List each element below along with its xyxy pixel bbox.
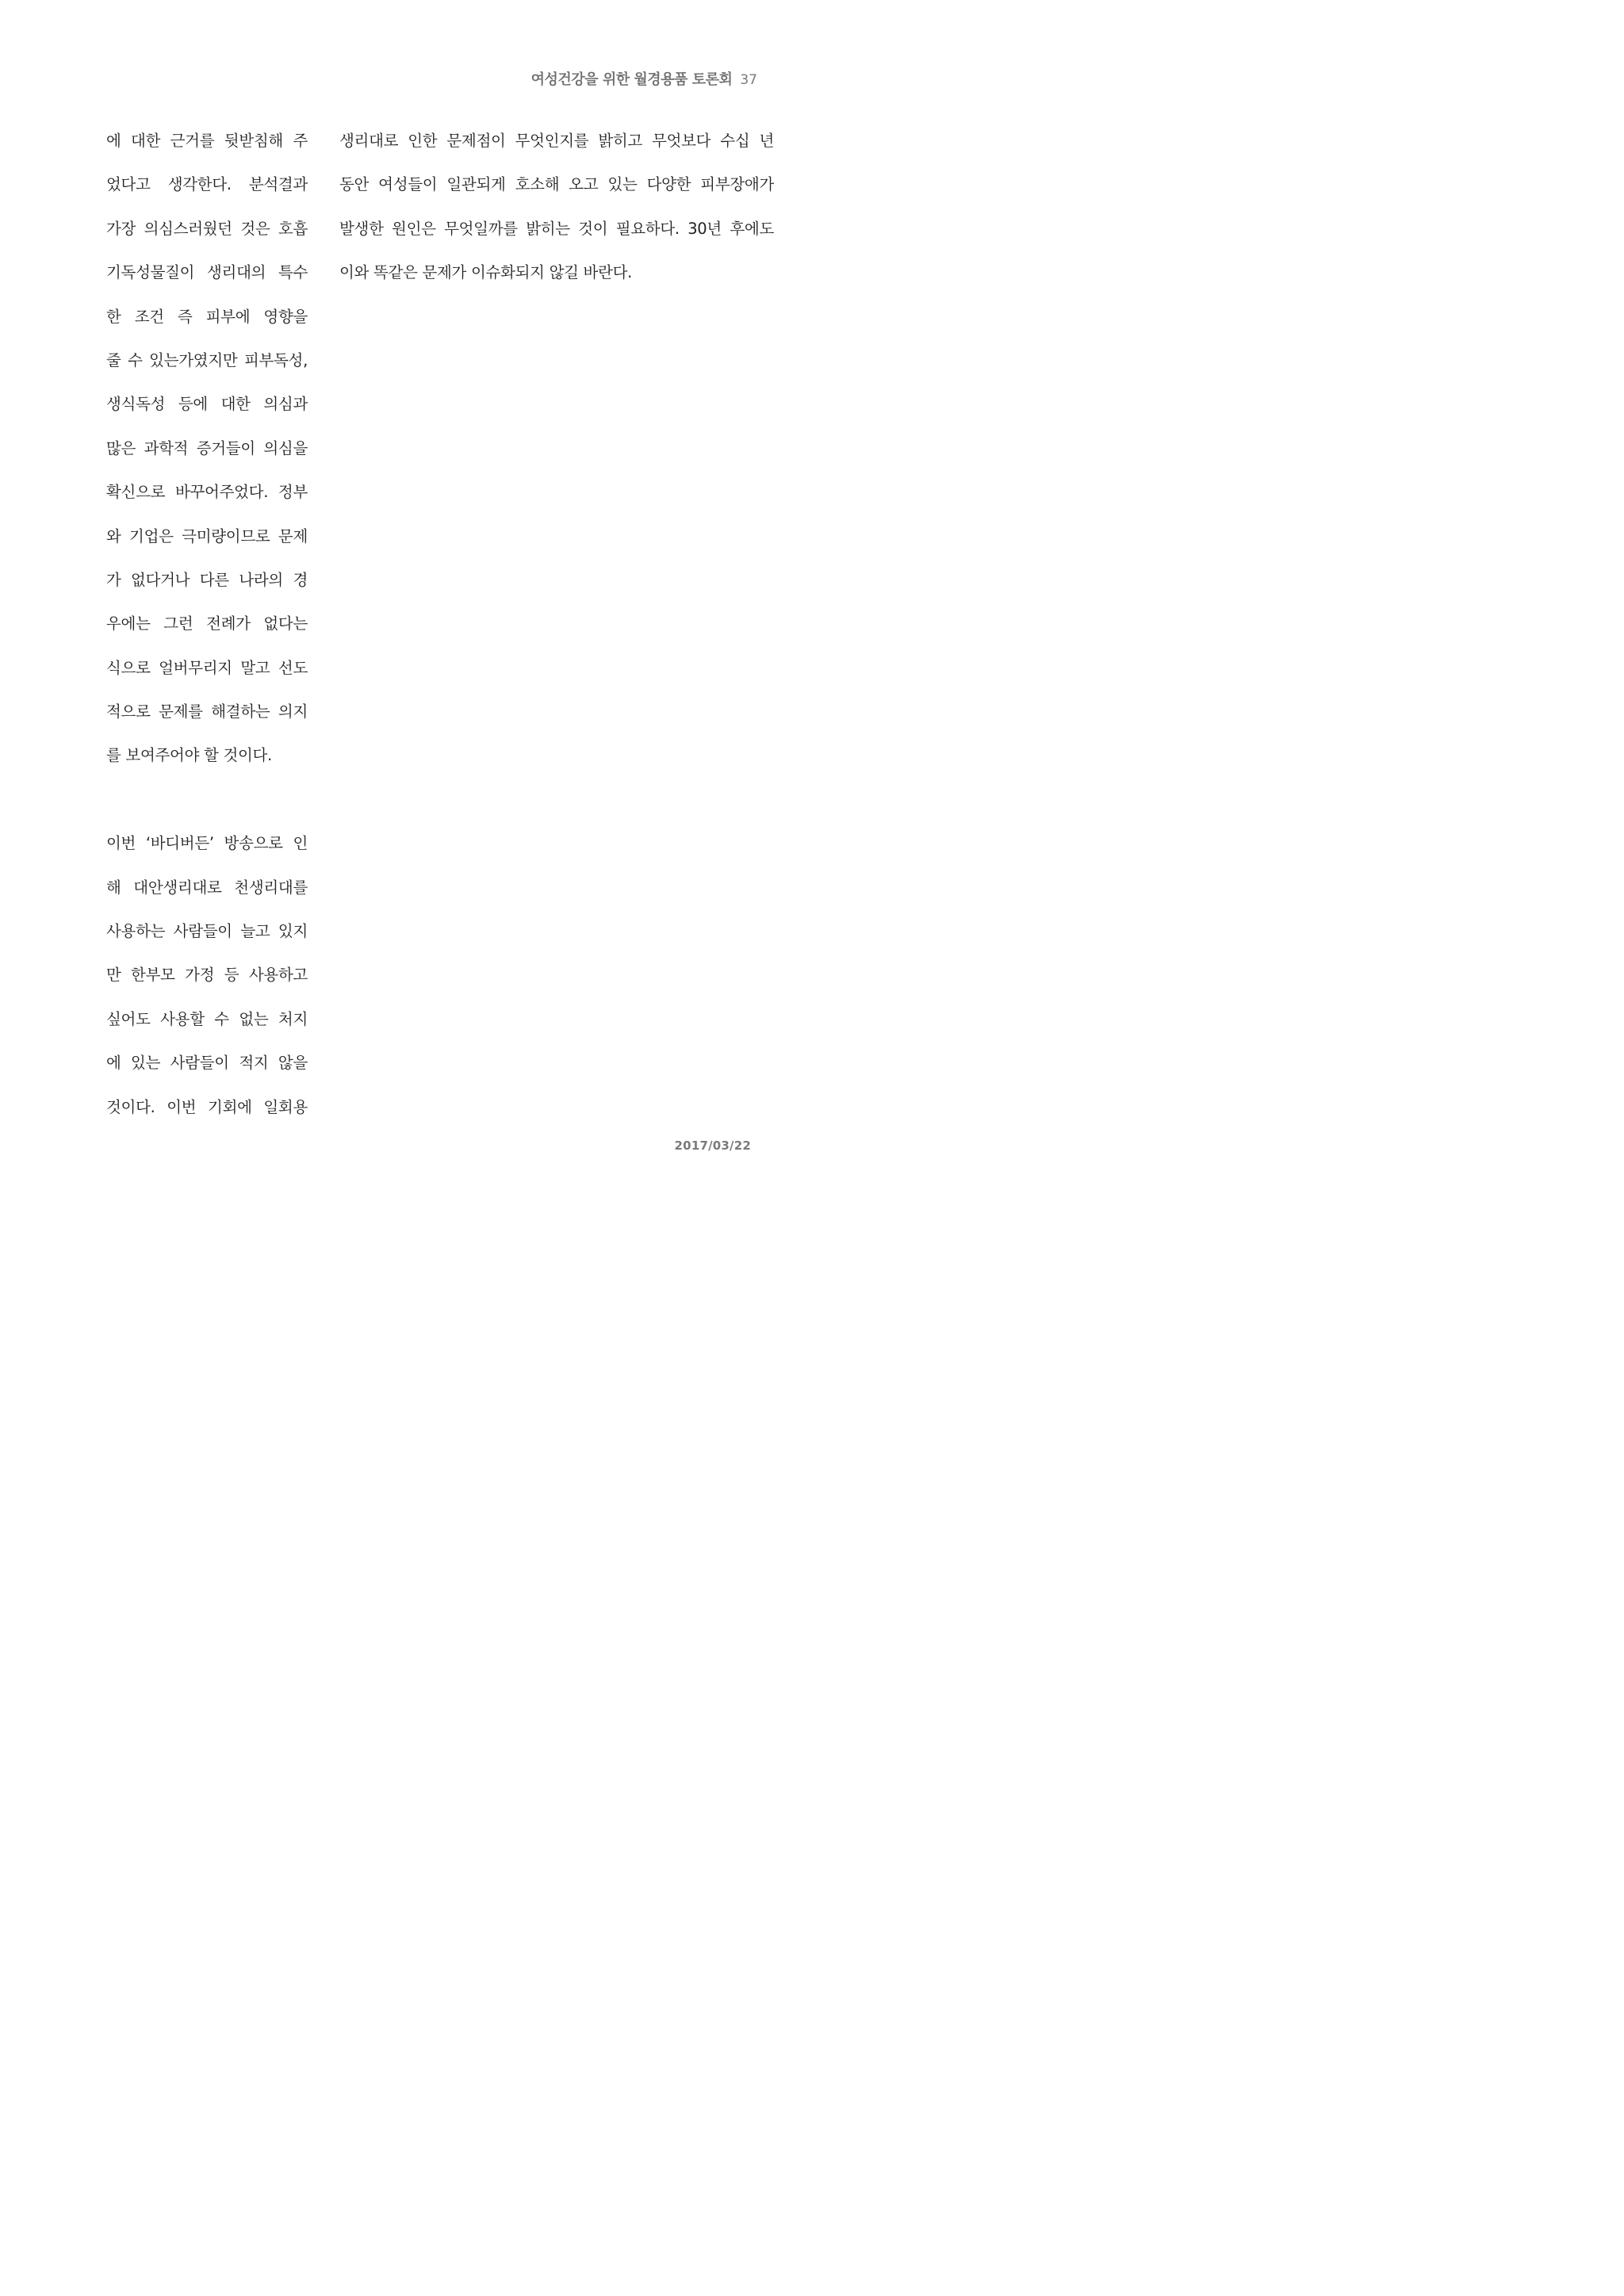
text-line: 이와 똑같은 문제가 이슈화되지 않길 바란다.	[339, 263, 633, 282]
header-title: 여성건강을 위한 월경용품 토론회	[530, 71, 733, 88]
text-line: 를 보여주어야 할 것이다.	[106, 746, 272, 765]
left-column	[106, 125, 308, 1135]
text-line: 것이다. 이번 기회에 일회용	[106, 1097, 308, 1116]
text-line: 생리대로 인한 문제점이 무엇인지를 밝히고 무엇보다 수십 년	[339, 132, 774, 150]
text-line: 많은 과학적 증거들이 의심을	[106, 438, 308, 457]
text-line: 적으로 문제를 해결하는 의지	[106, 702, 308, 721]
text-line: 에 있는 사람들이 적지 않을	[106, 1054, 308, 1073]
paragraph-gap	[106, 784, 308, 828]
text-line: 줄 수 있는가였지만 피부독성,	[106, 350, 308, 369]
text-line: 만 한부모 가정 등 사용하고	[106, 966, 308, 985]
text-line: 한 조건 즉 피부에 영향을	[106, 307, 308, 326]
text-line: 가 없다거나 다른 나라의 경	[106, 570, 308, 589]
text-line: 가장 의심스러웠던 것은 호흡	[106, 219, 308, 238]
text-line: 발생한 원인은 무엇일까를 밝히는 것이 필요하다. 30년 후에도	[339, 219, 774, 238]
left-paragraph-1	[106, 125, 308, 784]
text-line: 에 대한 근거를 뒷받침해 주	[106, 132, 308, 150]
page-header	[531, 68, 757, 89]
left-paragraph-2	[106, 828, 308, 1135]
text-line: 해 대안생리대로 천생리대를	[106, 878, 308, 897]
text-line: 사용하는 사람들이 늘고 있지	[106, 922, 308, 941]
text-line: 싶어도 사용할 수 없는 처지	[106, 1009, 308, 1028]
footer-date: 2017/03/22	[674, 1138, 751, 1153]
text-line: 확신으로 바꾸어주었다. 정부	[106, 483, 308, 502]
right-column	[339, 125, 774, 301]
right-paragraph-1	[339, 125, 774, 301]
page-number: 37	[740, 72, 757, 88]
text-line: 생식독성 등에 대한 의심과	[106, 395, 308, 414]
text-line: 우에는 그런 전례가 없다는	[106, 614, 308, 633]
text-line: 기독성물질이 생리대의 특수	[106, 263, 308, 282]
text-line: 와 기업은 극미량이므로 문제	[106, 526, 308, 545]
text-line: 동안 여성들이 일관되게 호소해 오고 있는 다양한 피부장애가	[339, 175, 774, 194]
text-line: 식으로 얼버무리지 말고 선도	[106, 658, 308, 677]
text-line: 이번 ‘바디버든’ 방송으로 인	[106, 834, 308, 853]
text-line: 었다고 생각한다. 분석결과	[106, 175, 308, 194]
